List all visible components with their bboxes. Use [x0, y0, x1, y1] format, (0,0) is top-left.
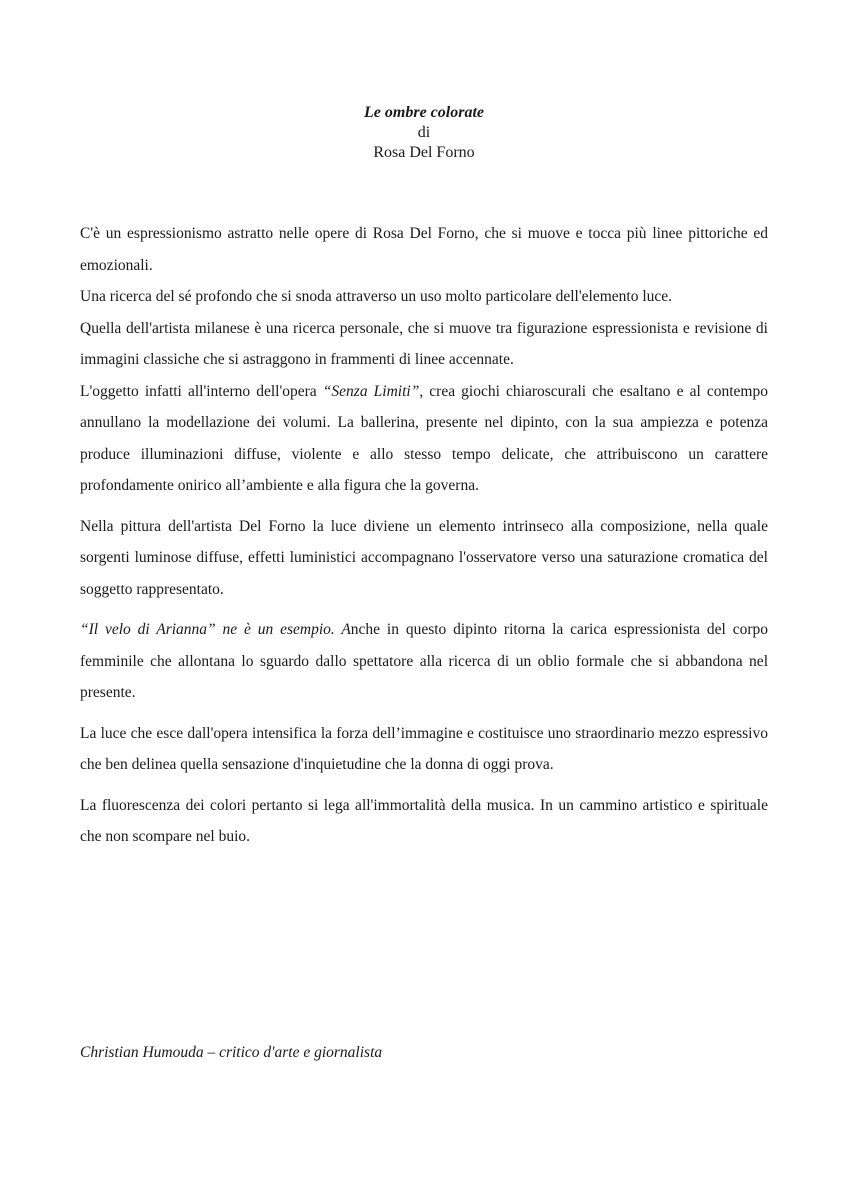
artwork-title-velo-di-arianna: “Il velo di Arianna” ne è un esempio. A [80, 621, 351, 638]
artwork-title-senza-limiti: “Senza Limiti” [322, 382, 420, 400]
paragraph-2: Una ricerca del sé profondo che si snoda attraverso un uso molto particolare dell'elemento luce. [80, 288, 673, 305]
paragraph-3: Quella dell'artista milanese è una ricerca personale, che si muove tra figurazione espressionista e revisione di immagini classiche che si astraggono in frammenti di linee accennate. [80, 319, 768, 368]
byline-di: di [417, 124, 431, 141]
document-title: Le ombre colorate [364, 104, 484, 121]
paragraph-7: La luce che esce dall'opera intensifica la forza dell’immagine e costituisce uno straordinario mezzo espressivo che ben delinea quella sensazione d'inquietudine che la donna di oggi prova. [80, 724, 768, 773]
paragraph-1: C'è un espressionismo astratto nelle opere di Rosa Del Forno, che si muove e tocca più linee pittoriche ed emozionali. [80, 225, 768, 274]
author-signature: Christian Humouda – critico d'arte e giornalista [80, 1044, 383, 1061]
paragraph-5: Nella pittura dell'artista Del Forno la luce diviene un elemento intrinseco alla composizione, nella quale sorgenti luminose diffuse, effetti luministici accompagnano l'osservatore verso una saturazione cromatica del soggetto rappresentato. [80, 517, 768, 598]
paragraph-4 [80, 376, 768, 502]
paragraph-6 [80, 614, 768, 709]
document-header [0, 103, 848, 163]
paragraph-4-rest: , crea giochi chiaroscurali che esaltano e al contempo annullano la modellazione dei volumi. La ballerina, presente nel dipinto, con la sua ampiezza e potenza produce illuminazioni diffuse, violente e allo stesso tempo delicate, che attribuiscono un carattere profondamente onirico all’ambiente e alla figura che la governa. [80, 382, 768, 494]
paragraph-6-rest: nche in questo dipinto ritorna la carica espressionista del corpo femminile che allontana lo sguardo dallo spettatore alla ricerca di un oblio formale che si abbandona nel presente. [80, 621, 768, 701]
artist-name: Rosa Del Forno [373, 144, 475, 161]
paragraph-4-start: L'oggetto infatti all'interno dell'opera [80, 382, 323, 400]
paragraph-8: La fluorescenza dei colori pertanto si lega all'immortalità della musica. In un cammino artistico e spirituale che non scompare nel buio. [80, 796, 768, 845]
article-body [80, 218, 768, 853]
